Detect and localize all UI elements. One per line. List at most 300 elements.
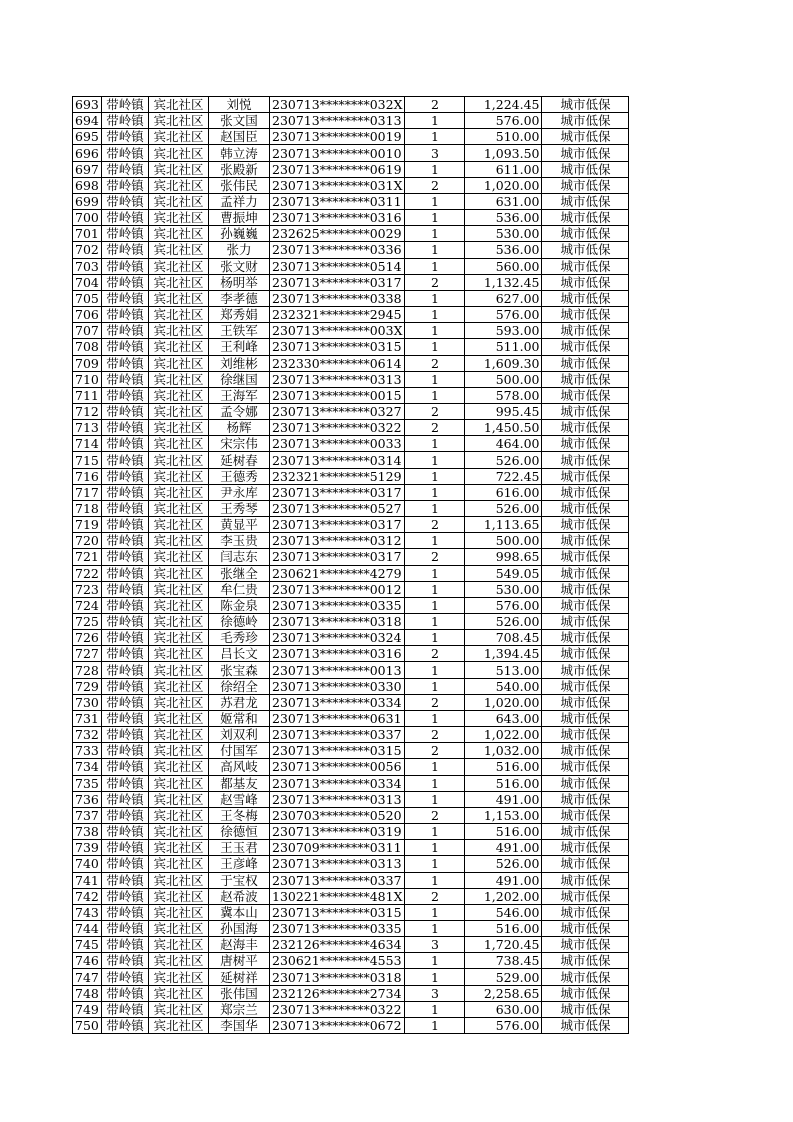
amount-cell: 1,093.50 — [465, 145, 542, 161]
table-row — [73, 710, 629, 726]
id-number-cell: 230713********0012 — [270, 581, 405, 597]
id-number-cell: 230713********0322 — [270, 420, 405, 436]
town-cell: 带岭镇 — [102, 743, 149, 759]
household-count-cell: 1 — [405, 387, 465, 403]
town-cell: 带岭镇 — [102, 517, 149, 533]
amount-cell: 631.00 — [465, 193, 542, 209]
id-number-cell: 230713********0033 — [270, 436, 405, 452]
household-count-cell: 1 — [405, 452, 465, 468]
household-count-cell: 1 — [405, 872, 465, 888]
allowance-type-cell: 城市低保 — [542, 258, 629, 274]
row-number-cell: 749 — [73, 1001, 102, 1017]
household-count-cell: 1 — [405, 193, 465, 209]
allowance-type-cell: 城市低保 — [542, 727, 629, 743]
community-cell: 宾北社区 — [149, 290, 209, 306]
household-count-cell: 1 — [405, 565, 465, 581]
amount-cell: 1,720.45 — [465, 937, 542, 953]
allowance-type-cell: 城市低保 — [542, 872, 629, 888]
id-number-cell: 230713********0019 — [270, 129, 405, 145]
table-row — [73, 904, 629, 920]
town-cell: 带岭镇 — [102, 145, 149, 161]
row-number-cell: 700 — [73, 210, 102, 226]
id-number-cell: 230713********0335 — [270, 920, 405, 936]
row-number-cell: 745 — [73, 937, 102, 953]
amount-cell: 491.00 — [465, 872, 542, 888]
table-row — [73, 420, 629, 436]
amount-cell: 627.00 — [465, 290, 542, 306]
id-number-cell: 230713********0313 — [270, 856, 405, 872]
amount-cell: 1,020.00 — [465, 177, 542, 193]
table-row — [73, 888, 629, 904]
row-number-cell: 723 — [73, 581, 102, 597]
row-number-cell: 735 — [73, 775, 102, 791]
allowance-type-cell: 城市低保 — [542, 468, 629, 484]
id-number-cell: 230713********0672 — [270, 1017, 405, 1033]
name-cell: 付国军 — [209, 743, 270, 759]
town-cell: 带岭镇 — [102, 371, 149, 387]
name-cell: 李孝德 — [209, 290, 270, 306]
amount-cell: 1,609.30 — [465, 355, 542, 371]
table-row — [73, 1001, 629, 1017]
amount-cell: 1,153.00 — [465, 807, 542, 823]
row-number-cell: 699 — [73, 193, 102, 209]
name-cell: 杨辉 — [209, 420, 270, 436]
table-row — [73, 436, 629, 452]
name-cell: 李玉贵 — [209, 533, 270, 549]
community-cell: 宾北社区 — [149, 177, 209, 193]
allowance-type-cell: 城市低保 — [542, 533, 629, 549]
name-cell: 王秀琴 — [209, 500, 270, 516]
household-count-cell: 1 — [405, 484, 465, 500]
amount-cell: 526.00 — [465, 856, 542, 872]
row-number-cell: 733 — [73, 743, 102, 759]
town-cell: 带岭镇 — [102, 129, 149, 145]
table-row — [73, 145, 629, 161]
id-number-cell: 230713********0514 — [270, 258, 405, 274]
id-number-cell: 230709********0311 — [270, 840, 405, 856]
name-cell: 张文国 — [209, 113, 270, 129]
community-cell: 宾北社区 — [149, 371, 209, 387]
row-number-cell: 738 — [73, 824, 102, 840]
row-number-cell: 693 — [73, 97, 102, 113]
id-number-cell: 230713********0334 — [270, 694, 405, 710]
allowance-type-cell: 城市低保 — [542, 888, 629, 904]
row-number-cell: 725 — [73, 614, 102, 630]
id-number-cell: 230713********0316 — [270, 210, 405, 226]
id-number-cell: 230713********0317 — [270, 274, 405, 290]
table-row — [73, 549, 629, 565]
row-number-cell: 697 — [73, 161, 102, 177]
amount-cell: 526.00 — [465, 614, 542, 630]
name-cell: 郑宗兰 — [209, 1001, 270, 1017]
town-cell: 带岭镇 — [102, 694, 149, 710]
town-cell: 带岭镇 — [102, 1001, 149, 1017]
amount-cell: 529.00 — [465, 969, 542, 985]
name-cell: 孟令娜 — [209, 403, 270, 419]
town-cell: 带岭镇 — [102, 355, 149, 371]
town-cell: 带岭镇 — [102, 177, 149, 193]
community-cell: 宾北社区 — [149, 517, 209, 533]
community-cell: 宾北社区 — [149, 323, 209, 339]
community-cell: 宾北社区 — [149, 856, 209, 872]
community-cell: 宾北社区 — [149, 614, 209, 630]
name-cell: 赵雪峰 — [209, 791, 270, 807]
town-cell: 带岭镇 — [102, 614, 149, 630]
table-row — [73, 872, 629, 888]
community-cell: 宾北社区 — [149, 242, 209, 258]
amount-cell: 576.00 — [465, 307, 542, 323]
community-cell: 宾北社区 — [149, 791, 209, 807]
town-cell: 带岭镇 — [102, 323, 149, 339]
row-number-cell: 748 — [73, 985, 102, 1001]
amount-cell: 1,132.45 — [465, 274, 542, 290]
household-count-cell: 1 — [405, 161, 465, 177]
row-number-cell: 721 — [73, 549, 102, 565]
allowance-type-cell: 城市低保 — [542, 743, 629, 759]
name-cell: 刘悦 — [209, 97, 270, 113]
id-number-cell: 230713********0056 — [270, 759, 405, 775]
town-cell: 带岭镇 — [102, 775, 149, 791]
amount-cell: 1,113.65 — [465, 517, 542, 533]
household-count-cell: 1 — [405, 129, 465, 145]
household-count-cell: 1 — [405, 791, 465, 807]
id-number-cell: 232321********2945 — [270, 307, 405, 323]
name-cell: 陈金泉 — [209, 597, 270, 613]
amount-cell: 611.00 — [465, 161, 542, 177]
table-row — [73, 759, 629, 775]
community-cell: 宾北社区 — [149, 549, 209, 565]
name-cell: 黄显平 — [209, 517, 270, 533]
household-count-cell: 1 — [405, 242, 465, 258]
table-row — [73, 791, 629, 807]
community-cell: 宾北社区 — [149, 145, 209, 161]
household-count-cell: 1 — [405, 307, 465, 323]
table-row — [73, 484, 629, 500]
community-cell: 宾北社区 — [149, 807, 209, 823]
name-cell: 宋宗伟 — [209, 436, 270, 452]
table-row — [73, 290, 629, 306]
id-number-cell: 230713********0318 — [270, 969, 405, 985]
table-row — [73, 307, 629, 323]
row-number-cell: 737 — [73, 807, 102, 823]
id-number-cell: 230713********0013 — [270, 662, 405, 678]
allowance-type-cell: 城市低保 — [542, 791, 629, 807]
amount-cell: 516.00 — [465, 775, 542, 791]
table-row — [73, 371, 629, 387]
household-count-cell: 1 — [405, 1001, 465, 1017]
community-cell: 宾北社区 — [149, 452, 209, 468]
id-number-cell: 230713********0527 — [270, 500, 405, 516]
community-cell: 宾北社区 — [149, 840, 209, 856]
household-count-cell: 2 — [405, 694, 465, 710]
row-number-cell: 720 — [73, 533, 102, 549]
table-row — [73, 953, 629, 969]
table-row — [73, 533, 629, 549]
household-count-cell: 1 — [405, 290, 465, 306]
allowance-type-cell: 城市低保 — [542, 1017, 629, 1033]
allowance-type-cell: 城市低保 — [542, 307, 629, 323]
household-count-cell: 1 — [405, 323, 465, 339]
household-count-cell: 1 — [405, 710, 465, 726]
row-number-cell: 713 — [73, 420, 102, 436]
town-cell: 带岭镇 — [102, 452, 149, 468]
town-cell: 带岭镇 — [102, 937, 149, 953]
community-cell: 宾北社区 — [149, 307, 209, 323]
name-cell: 延树春 — [209, 452, 270, 468]
id-number-cell: 230713********0631 — [270, 710, 405, 726]
table-row — [73, 113, 629, 129]
id-number-cell: 230713********032X — [270, 97, 405, 113]
town-cell: 带岭镇 — [102, 242, 149, 258]
allowance-type-cell: 城市低保 — [542, 678, 629, 694]
household-count-cell: 3 — [405, 145, 465, 161]
allowance-type-cell: 城市低保 — [542, 937, 629, 953]
id-number-cell: 230713********0317 — [270, 517, 405, 533]
id-number-cell: 230713********0337 — [270, 727, 405, 743]
name-cell: 赵国臣 — [209, 129, 270, 145]
row-number-cell: 719 — [73, 517, 102, 533]
town-cell: 带岭镇 — [102, 161, 149, 177]
row-number-cell: 724 — [73, 597, 102, 613]
name-cell: 张殿新 — [209, 161, 270, 177]
allowance-type-cell: 城市低保 — [542, 662, 629, 678]
household-count-cell: 1 — [405, 630, 465, 646]
town-cell: 带岭镇 — [102, 533, 149, 549]
allowance-type-cell: 城市低保 — [542, 242, 629, 258]
community-cell: 宾北社区 — [149, 129, 209, 145]
town-cell: 带岭镇 — [102, 646, 149, 662]
amount-cell: 464.00 — [465, 436, 542, 452]
amount-cell: 530.00 — [465, 581, 542, 597]
town-cell: 带岭镇 — [102, 953, 149, 969]
row-number-cell: 739 — [73, 840, 102, 856]
town-cell: 带岭镇 — [102, 759, 149, 775]
allowance-type-cell: 城市低保 — [542, 759, 629, 775]
row-number-cell: 709 — [73, 355, 102, 371]
amount-cell: 510.00 — [465, 129, 542, 145]
table-row — [73, 727, 629, 743]
community-cell: 宾北社区 — [149, 662, 209, 678]
row-number-cell: 694 — [73, 113, 102, 129]
name-cell: 徐绍全 — [209, 678, 270, 694]
id-number-cell: 230713********0317 — [270, 549, 405, 565]
household-count-cell: 2 — [405, 420, 465, 436]
amount-cell: 516.00 — [465, 824, 542, 840]
allowance-type-cell: 城市低保 — [542, 614, 629, 630]
row-number-cell: 705 — [73, 290, 102, 306]
amount-cell: 546.00 — [465, 904, 542, 920]
town-cell: 带岭镇 — [102, 274, 149, 290]
name-cell: 吕长文 — [209, 646, 270, 662]
community-cell: 宾北社区 — [149, 97, 209, 113]
allowance-type-cell: 城市低保 — [542, 113, 629, 129]
amount-cell: 536.00 — [465, 242, 542, 258]
row-number-cell: 731 — [73, 710, 102, 726]
town-cell: 带岭镇 — [102, 193, 149, 209]
allowance-type-cell: 城市低保 — [542, 484, 629, 500]
town-cell: 带岭镇 — [102, 969, 149, 985]
name-cell: 王德秀 — [209, 468, 270, 484]
household-count-cell: 3 — [405, 985, 465, 1001]
row-number-cell: 726 — [73, 630, 102, 646]
row-number-cell: 740 — [73, 856, 102, 872]
row-number-cell: 750 — [73, 1017, 102, 1033]
row-number-cell: 736 — [73, 791, 102, 807]
name-cell: 孟祥力 — [209, 193, 270, 209]
table-row — [73, 387, 629, 403]
amount-cell: 576.00 — [465, 113, 542, 129]
name-cell: 都基友 — [209, 775, 270, 791]
name-cell: 赵海丰 — [209, 937, 270, 953]
table-row — [73, 937, 629, 953]
household-count-cell: 2 — [405, 743, 465, 759]
table-row — [73, 662, 629, 678]
id-number-cell: 230713********0322 — [270, 1001, 405, 1017]
amount-cell: 540.00 — [465, 678, 542, 694]
household-count-cell: 1 — [405, 662, 465, 678]
table-row — [73, 565, 629, 581]
household-count-cell: 1 — [405, 597, 465, 613]
name-cell: 姬常和 — [209, 710, 270, 726]
allowance-type-cell: 城市低保 — [542, 452, 629, 468]
table-row — [73, 177, 629, 193]
town-cell: 带岭镇 — [102, 226, 149, 242]
community-cell: 宾北社区 — [149, 500, 209, 516]
community-cell: 宾北社区 — [149, 161, 209, 177]
amount-cell: 998.65 — [465, 549, 542, 565]
amount-cell: 643.00 — [465, 710, 542, 726]
amount-cell: 516.00 — [465, 920, 542, 936]
community-cell: 宾北社区 — [149, 920, 209, 936]
community-cell: 宾北社区 — [149, 274, 209, 290]
household-count-cell: 1 — [405, 436, 465, 452]
row-number-cell: 744 — [73, 920, 102, 936]
table-row — [73, 678, 629, 694]
community-cell: 宾北社区 — [149, 743, 209, 759]
table-row — [73, 129, 629, 145]
row-number-cell: 704 — [73, 274, 102, 290]
name-cell: 毛秀珍 — [209, 630, 270, 646]
id-number-cell: 230713********0315 — [270, 904, 405, 920]
community-cell: 宾北社区 — [149, 904, 209, 920]
household-count-cell: 1 — [405, 920, 465, 936]
table-row — [73, 226, 629, 242]
allowance-type-cell: 城市低保 — [542, 565, 629, 581]
row-number-cell: 702 — [73, 242, 102, 258]
town-cell: 带岭镇 — [102, 1017, 149, 1033]
allowance-type-cell: 城市低保 — [542, 129, 629, 145]
name-cell: 曹振坤 — [209, 210, 270, 226]
id-number-cell: 230621********4553 — [270, 953, 405, 969]
allowance-type-cell: 城市低保 — [542, 500, 629, 516]
household-count-cell: 1 — [405, 759, 465, 775]
town-cell: 带岭镇 — [102, 290, 149, 306]
name-cell: 孙国海 — [209, 920, 270, 936]
id-number-cell: 232330********0614 — [270, 355, 405, 371]
allowance-type-cell: 城市低保 — [542, 904, 629, 920]
amount-cell: 1,020.00 — [465, 694, 542, 710]
table-row — [73, 242, 629, 258]
id-number-cell: 230713********0324 — [270, 630, 405, 646]
town-cell: 带岭镇 — [102, 565, 149, 581]
allowance-type-cell: 城市低保 — [542, 856, 629, 872]
community-cell: 宾北社区 — [149, 710, 209, 726]
household-count-cell: 1 — [405, 775, 465, 791]
id-number-cell: 230713********0619 — [270, 161, 405, 177]
id-number-cell: 230713********0015 — [270, 387, 405, 403]
table-row — [73, 323, 629, 339]
household-count-cell: 2 — [405, 355, 465, 371]
amount-cell: 1,394.45 — [465, 646, 542, 662]
name-cell: 王冬梅 — [209, 807, 270, 823]
table-row — [73, 920, 629, 936]
id-number-cell: 230713********031X — [270, 177, 405, 193]
household-count-cell: 1 — [405, 258, 465, 274]
household-count-cell: 2 — [405, 807, 465, 823]
name-cell: 孙巍巍 — [209, 226, 270, 242]
household-count-cell: 2 — [405, 727, 465, 743]
household-count-cell: 1 — [405, 824, 465, 840]
id-number-cell: 230713********0010 — [270, 145, 405, 161]
id-number-cell: 230713********0317 — [270, 484, 405, 500]
town-cell: 带岭镇 — [102, 581, 149, 597]
allowance-type-cell: 城市低保 — [542, 517, 629, 533]
community-cell: 宾北社区 — [149, 468, 209, 484]
town-cell: 带岭镇 — [102, 113, 149, 129]
community-cell: 宾北社区 — [149, 888, 209, 904]
table-row — [73, 97, 629, 113]
amount-cell: 722.45 — [465, 468, 542, 484]
household-count-cell: 1 — [405, 468, 465, 484]
id-number-cell: 130221********481X — [270, 888, 405, 904]
allowance-type-cell: 城市低保 — [542, 436, 629, 452]
allowance-type-cell: 城市低保 — [542, 339, 629, 355]
allowance-type-cell: 城市低保 — [542, 824, 629, 840]
amount-cell: 526.00 — [465, 500, 542, 516]
household-count-cell: 1 — [405, 113, 465, 129]
town-cell: 带岭镇 — [102, 630, 149, 646]
amount-cell: 511.00 — [465, 339, 542, 355]
id-number-cell: 230713********0330 — [270, 678, 405, 694]
table-row — [73, 1017, 629, 1033]
row-number-cell: 730 — [73, 694, 102, 710]
row-number-cell: 708 — [73, 339, 102, 355]
table-row — [73, 193, 629, 209]
name-cell: 徐德岭 — [209, 614, 270, 630]
id-number-cell: 230713********0335 — [270, 597, 405, 613]
row-number-cell: 742 — [73, 888, 102, 904]
amount-cell: 576.00 — [465, 597, 542, 613]
id-number-cell: 230713********0327 — [270, 403, 405, 419]
row-number-cell: 746 — [73, 953, 102, 969]
town-cell: 带岭镇 — [102, 484, 149, 500]
community-cell: 宾北社区 — [149, 937, 209, 953]
allowance-type-cell: 城市低保 — [542, 840, 629, 856]
household-count-cell: 1 — [405, 969, 465, 985]
id-number-cell: 230713********0311 — [270, 193, 405, 209]
table-row — [73, 775, 629, 791]
table-row — [73, 614, 629, 630]
row-number-cell: 717 — [73, 484, 102, 500]
id-number-cell: 230713********0337 — [270, 872, 405, 888]
name-cell: 于宝权 — [209, 872, 270, 888]
row-number-cell: 710 — [73, 371, 102, 387]
allowance-type-cell: 城市低保 — [542, 597, 629, 613]
allowance-type-cell: 城市低保 — [542, 193, 629, 209]
town-cell: 带岭镇 — [102, 549, 149, 565]
community-cell: 宾北社区 — [149, 1001, 209, 1017]
town-cell: 带岭镇 — [102, 468, 149, 484]
